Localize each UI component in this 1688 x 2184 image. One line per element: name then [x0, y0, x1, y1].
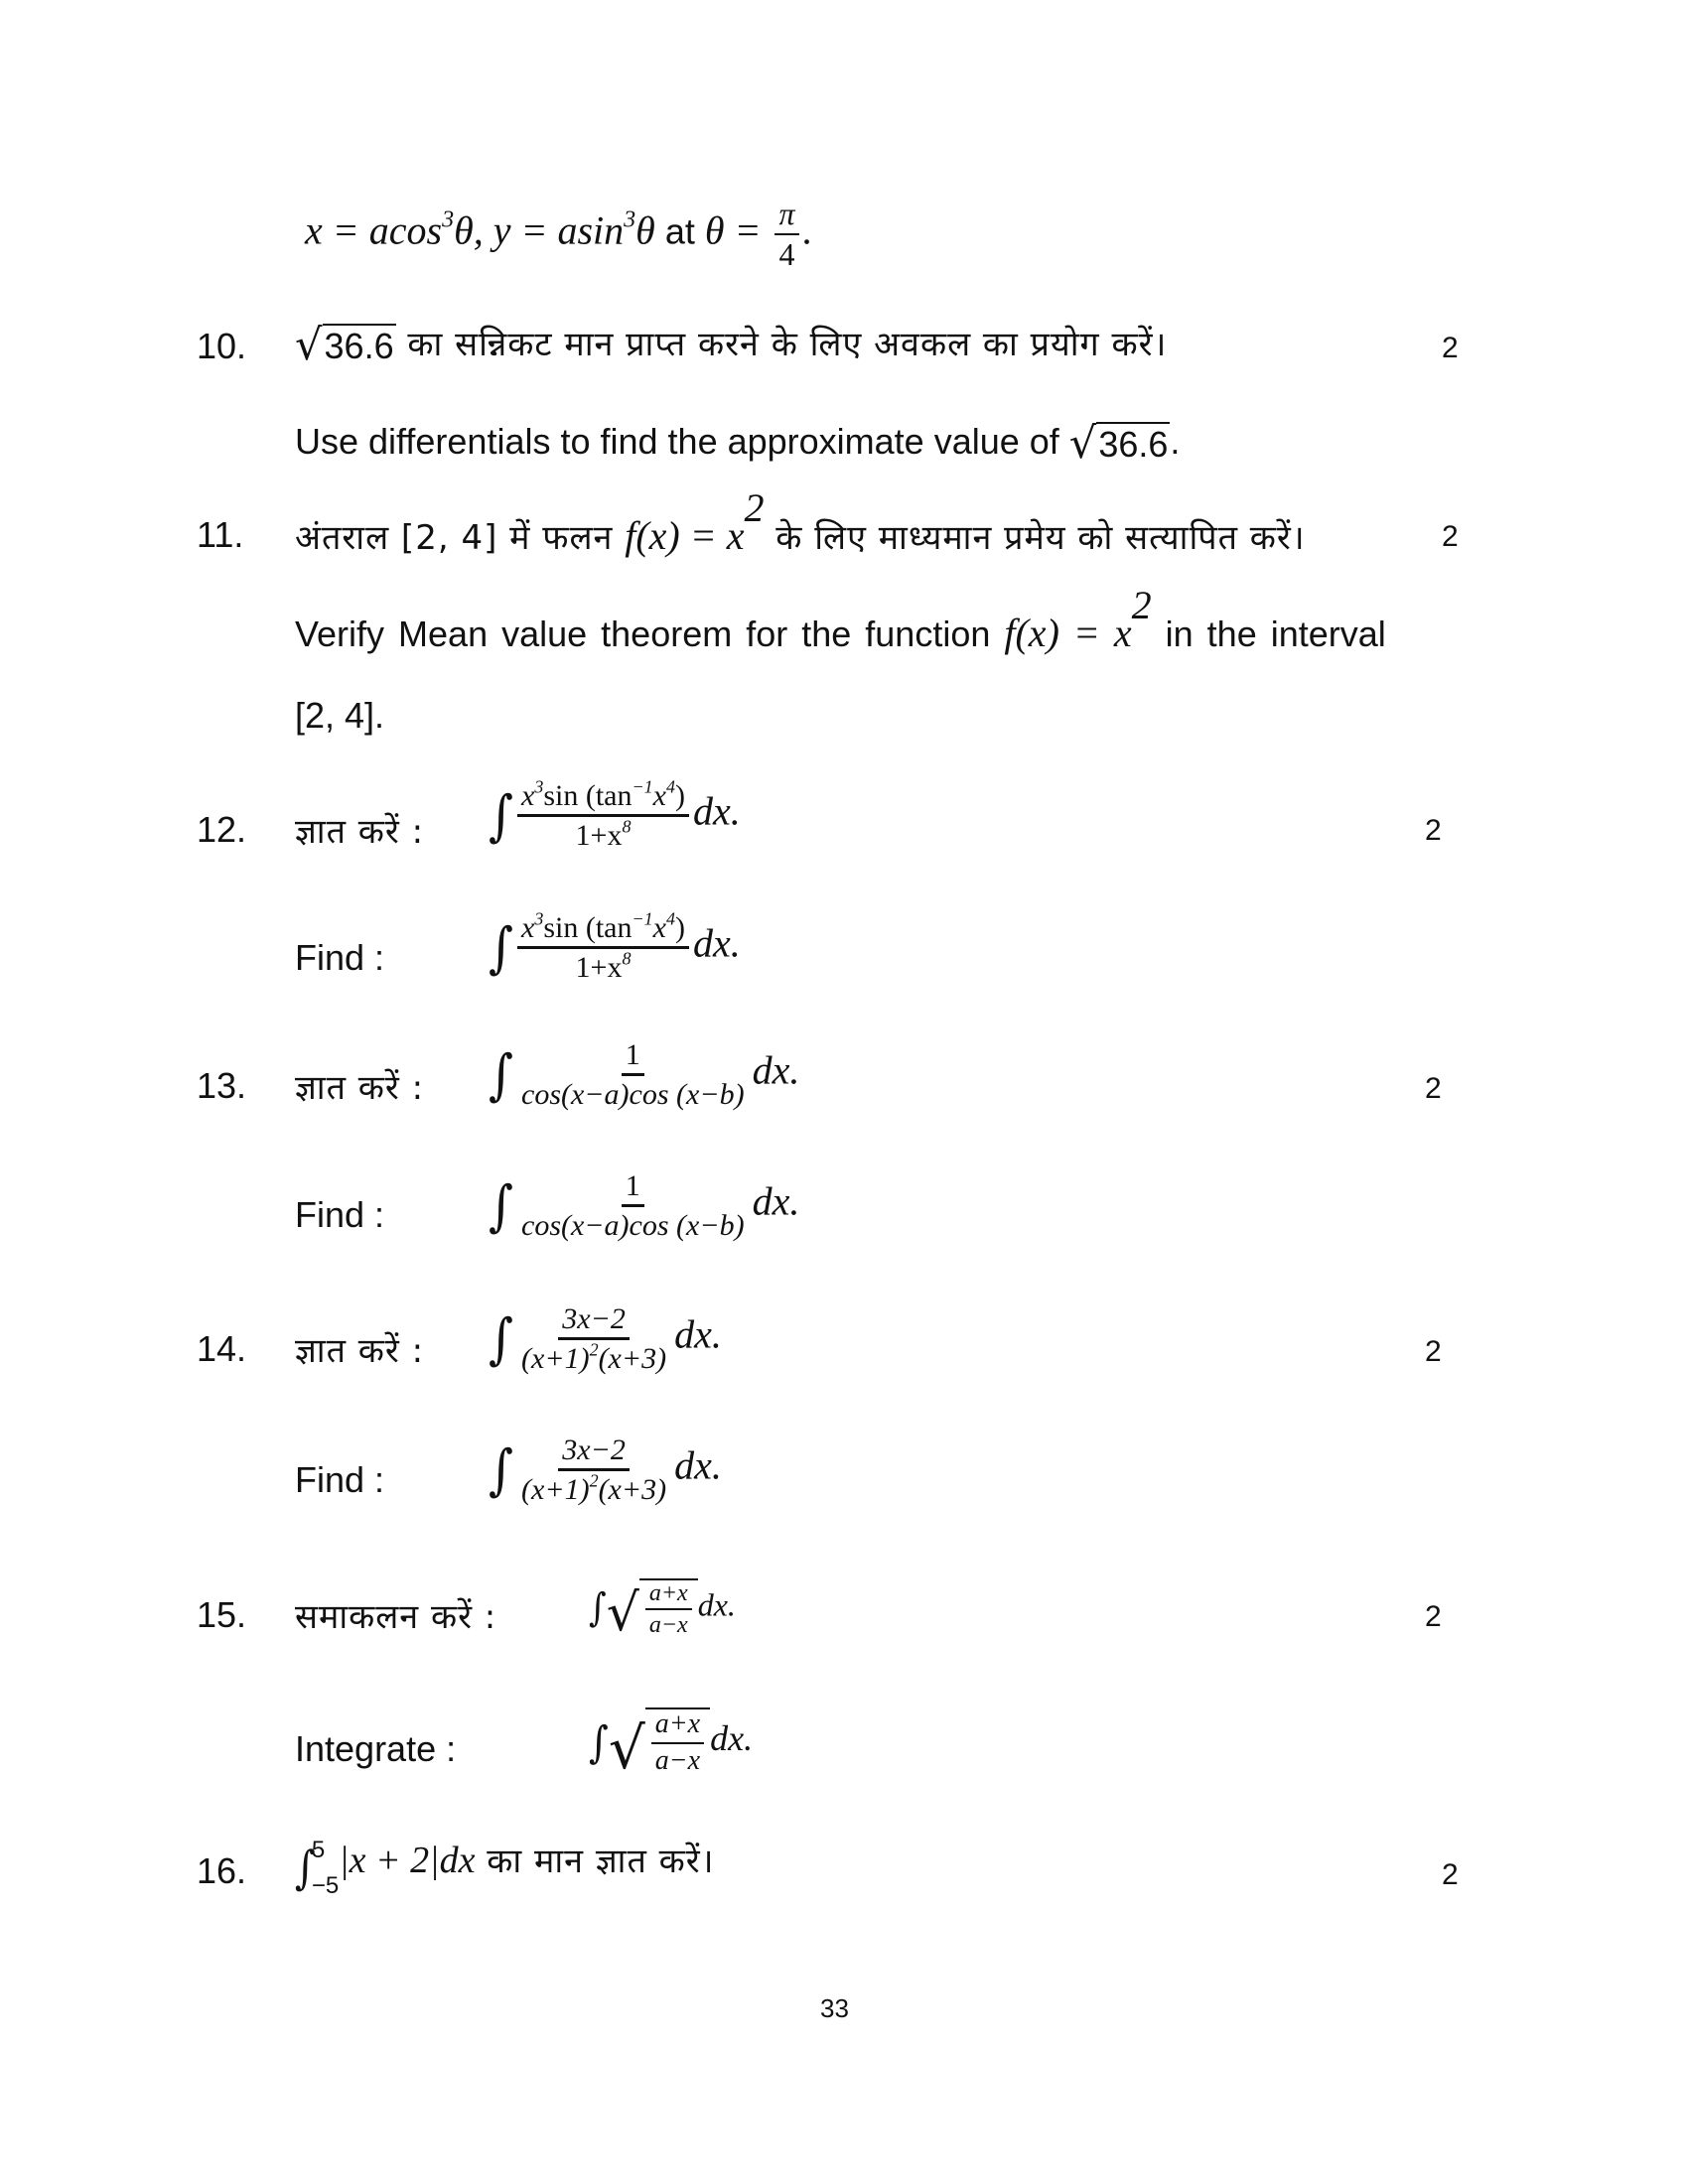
english-label: Find :	[295, 1194, 385, 1235]
integral-expression: ∫ $\frac{x^3\sin (\tan^{-1}x^4)}{1+x^8}$ dx.	[489, 776, 741, 852]
question-number: 11.	[197, 514, 244, 555]
marks: 2	[1425, 1335, 1442, 1368]
question-number: 15.	[197, 1594, 247, 1635]
hindi-label: समाकलन करें :	[295, 1597, 497, 1637]
question-10-hindi: √ 36.6 का सन्निकट मान प्राप्त करने के लिए अवकल का प्रयोग करें।	[295, 321, 1168, 371]
integral-expression: ∫ $\frac{1}{\cos(x-a)\cos (x-b)}$ dx.	[489, 1169, 800, 1242]
marks: 2	[1425, 814, 1442, 847]
integral-expression: ∫ $\frac{3x-2}{(x+1)^2(x+3)}$ dx.	[489, 1302, 722, 1375]
marks: 2	[1442, 1858, 1459, 1891]
sqrt-expression: √ 36.6	[295, 321, 394, 371]
question-11-english: Verify Mean value theorem for the function $f(x) = x^2$ in the interval	[295, 583, 1386, 655]
page-number: 33	[820, 1993, 849, 2023]
english-label: Find :	[295, 937, 385, 978]
marks: 2	[1442, 332, 1459, 364]
question-11-hindi: अंतराल [2, 4] में फलन $f(x) = x^2$ के लिए माध्यमान प्रमेय को सत्यापित करें।	[295, 485, 1306, 558]
question-number: 12.	[197, 809, 247, 850]
question-10-english: Use differentials to find the approximate value of √ 36.6 .	[295, 419, 1181, 470]
continuation-equation: x = acos$^3$θ, y = asin$^3$θ at θ = $\frac{\pi}{4}$ .	[305, 196, 813, 273]
integral-expression: ∫ √ $\frac{a+x}{a-x}$ dx.	[589, 1708, 754, 1782]
hindi-label: ज्ञात करें :	[295, 812, 425, 852]
english-label: Integrate :	[295, 1728, 457, 1769]
question-number: 10.	[197, 326, 247, 366]
marks: 2	[1425, 1600, 1442, 1633]
question-number: 16.	[197, 1850, 247, 1891]
marks: 2	[1442, 520, 1459, 553]
integral-expression: ∫ √ $\frac{a+x}{a-x}$ dx.	[589, 1580, 736, 1643]
marks: 2	[1425, 1072, 1442, 1105]
english-label: Find :	[295, 1459, 385, 1500]
question-11-english-cont: [2, 4].	[295, 695, 385, 736]
hindi-label: ज्ञात करें :	[295, 1068, 425, 1108]
question-16-hindi: ∫ 5 −5 |x + 2|dx का मान ज्ञात करें।	[295, 1836, 715, 1899]
integral-expression: ∫ $\frac{x^3\sin (\tan^{-1}x^4)}{1+x^8}$ dx.	[489, 908, 741, 984]
question-number: 14.	[197, 1328, 247, 1369]
hindi-label: ज्ञात करें :	[295, 1331, 425, 1371]
question-number: 13.	[197, 1065, 247, 1106]
integral-expression: ∫ $\frac{3x-2}{(x+1)^2(x+3)}$ dx.	[489, 1433, 722, 1506]
integral-expression: ∫ $\frac{1}{\cos(x-a)\cos (x-b)}$ dx.	[489, 1038, 800, 1111]
